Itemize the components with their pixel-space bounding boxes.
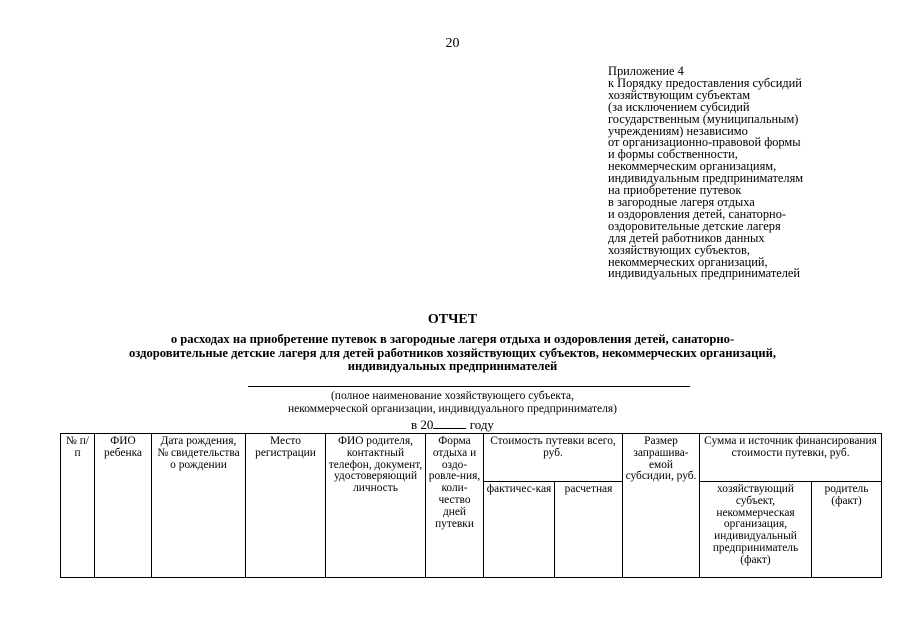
subtitle-line: о расходах на приобретение путевок в загородные лагеря отдыха и оздоровления детей, санаторно- [170,332,735,346]
appendix-line: для детей работников данных [608,230,765,245]
appendix-line: к Порядку предоставления субсидий [608,75,802,90]
appendix-line: некоммерческих организаций, [608,254,768,269]
table-header-row [61,434,882,482]
year-suffix: году [469,417,494,432]
appendix-line: Приложение 4 [608,64,684,78]
header-parent: ФИО родителя, контактный телефон, документ, удостоверяющий личность [326,434,426,578]
appendix-line: (за исключением субсидий [608,99,750,114]
appendix-line: государственным (муниципальным) [608,111,799,126]
appendix-line: и формы собственности, [608,147,738,162]
appendix-line: в загородные лагеря отдыха [608,194,755,209]
appendix-line: на приобретение путевок [608,183,742,198]
header-child-name: ФИО ребенка [95,434,152,578]
appendix-line: и оздоровления детей, санаторно- [608,206,787,221]
subtitle-line: индивидуальных предпринимателей [347,359,558,373]
report-title: ОТЧЕТ [427,312,478,327]
appendix-line: учреждениям) независимо [608,123,748,138]
subtitle-line: оздоровительные детские лагеря для детей работников хозяйствующих субъектов, некоммерческих организаций, [128,345,776,360]
name-hint-line: некоммерческой организации, индивидуального предпринимателя) [287,402,618,415]
appendix-line: индивидуальным предпринимателям [608,171,804,186]
appendix-line: хозяйствующих субъектов, [608,242,750,257]
appendix-line: хозяйствующим субъектам [608,87,751,102]
header-funding-entity: хозяйствующий субъект, некоммерческая организация, индивидуальный предприниматель (факт) [700,482,812,578]
appendix-block [608,66,898,280]
year-blank [433,417,466,429]
header-birth: Дата рождения, № свидетельства о рождении [152,434,246,578]
appendix-line: индивидуальных предпринимателей [608,266,801,281]
name-hint-line: (полное наименование хозяйствующего субъекта, [330,390,575,402]
appendix-line: некоммерческим организациям, [608,159,777,174]
organization-name-hint [0,390,905,415]
page-number: 20 [445,36,460,51]
header-cost-actual: фактичес-кая [484,482,555,578]
appendix-line: оздоровительные детские лагеря [608,218,781,233]
organization-name-line [248,386,690,387]
year-prefix: в 20 [411,417,434,432]
report-table [60,433,882,578]
header-num: № п/п [61,434,95,578]
header-funding-parent: родитель (факт) [812,482,882,578]
header-subsidy: Размер запрашива-емой субсидии, руб. [623,434,700,578]
appendix-line: от организационно-правовой формы [608,135,801,150]
header-cost: Стоимость путевки всего, руб. [484,434,623,482]
report-subtitle [40,333,865,374]
header-form: Форма отдыха и оздо-ровле-ния, коли-чество дней путевки [426,434,484,578]
header-funding: Сумма и источник финансирования стоимости путевки, руб. [700,434,882,482]
header-cost-estimated: расчетная [555,482,623,578]
report-year-line [0,417,905,433]
header-registration: Место регистрации [246,434,326,578]
